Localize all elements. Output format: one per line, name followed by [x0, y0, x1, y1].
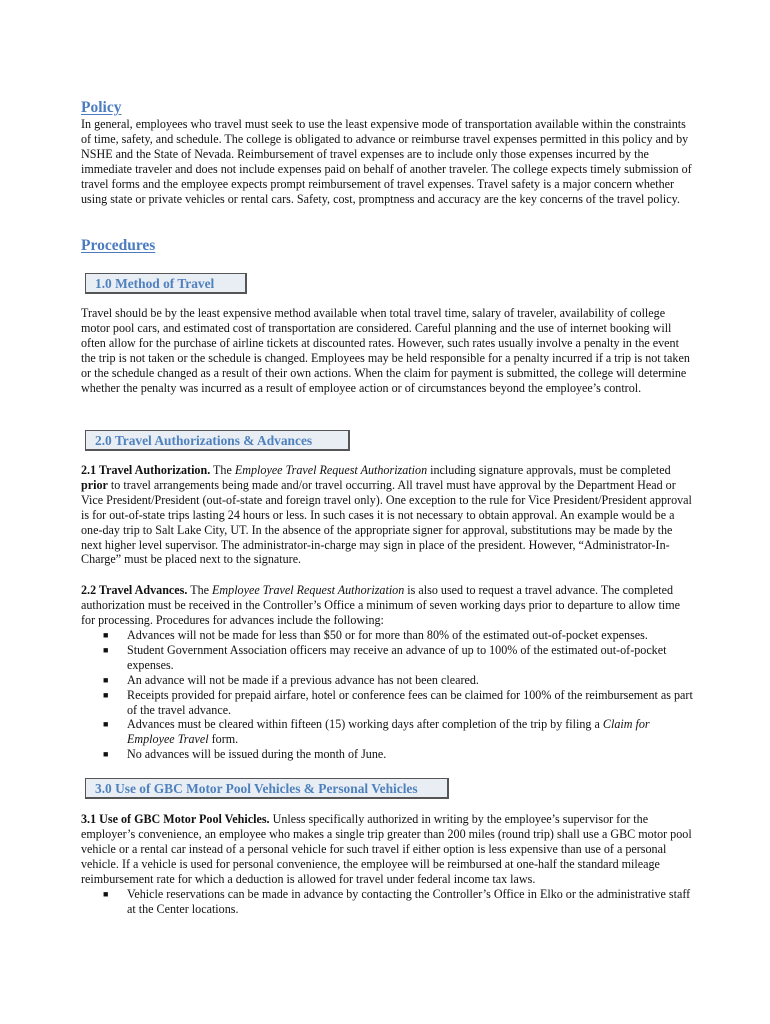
list-item — [81, 673, 693, 688]
bullet-icon: ■ — [103, 689, 109, 700]
policy-heading: Policy — [81, 99, 122, 116]
list-item-text: No advances will be issued during the month of June. — [127, 747, 387, 762]
section-3-heading: 3.0 Use of GBC Motor Pool Vehicles & Personal Vehicles — [85, 778, 449, 799]
text-run: The — [187, 583, 213, 597]
list-item-text: Advances will not be made for less than $50 or for more than 80% of the estimated out-of-pocket expenses. — [127, 628, 648, 642]
text-run: including signature approvals, must be completed — [427, 463, 671, 477]
list-item — [81, 747, 693, 762]
list-item — [81, 643, 693, 673]
section-1-heading: 1.0 Method of Travel — [85, 273, 247, 294]
list-item — [81, 628, 693, 643]
bullet-icon: ■ — [103, 719, 109, 730]
list-item-text: An advance will not be made if a previous advance has not been cleared. — [127, 672, 479, 687]
travel-authorization-paragraph — [81, 463, 693, 567]
list-item — [81, 688, 693, 718]
travel-advances-paragraph — [81, 583, 693, 628]
text-run: is also used to request a travel advance. The completed authorization must be received in the Controller’s Office a minimum of seven working days prior to departure to allow time for processing. Procedures for advances include the following: — [81, 583, 681, 627]
form-name: Employee Travel Request Authorization — [212, 583, 405, 597]
motor-pool-lead: 3.1 Use of GBC Motor Pool Vehicles. — [81, 812, 270, 826]
procedures-heading: Procedures — [81, 237, 156, 254]
form-name: Employee Travel Request Authorization — [234, 463, 428, 477]
list-item-text: form. — [208, 732, 239, 747]
policy-body: In general, employees who travel must seek to use the least expensive mode of transportation available within the constraints of time, safety, and schedule. The college is obligated to advance or reimburse travel expenses permitted in this policy and by NSHE and the State of Nevada. Reimbursement of travel expenses are to include only those expenses incurred by the immediate traveler and does not include expenses paid on behalf of another traveler. The college expects timely submission of travel forms and the employee expects prompt reimbursement of travel expenses. Travel safety is a major concern whether using state or private vehicles or rental cars. Safety, cost, promptness and accuracy are the key concerns of the travel policy. — [81, 117, 692, 206]
list-item — [81, 887, 693, 917]
form-name: Claim for Employee Travel — [127, 717, 650, 747]
list-item-text: Vehicle reservations can be made in advance by contacting the Controller’s Office in Elko or the administrative staff at the Center locations. — [127, 887, 691, 916]
bullet-icon: ■ — [103, 630, 109, 640]
list-item — [81, 717, 693, 747]
section-2-heading: 2.0 Travel Authorizations & Advances — [85, 430, 350, 451]
list-item-text: Receipts provided for prepaid airfare, hotel or conference fees can be claimed for 100% of the reimbursement as part of the travel advance. — [127, 687, 693, 717]
emphasis-prior: prior — [81, 477, 108, 492]
text-run: Unless specifically authorized in writing by the employee’s supervisor for the employer’s convenience, an employee who makes a single trip greater than 200 miles (round trip) shall use a GBC motor pool vehicle or a rental car instead of a personal vehicle for such travel if either option is less expensive than use of a personal vehicle. If a vehicle is used for personal convenience, the employee will be reimbursed at one-half the standard mileage reimbursement rate for which a deduction is allowed for travel under federal income tax laws. — [81, 812, 692, 886]
travel-advances-lead: 2.2 Travel Advances. — [81, 583, 188, 597]
advances-list — [81, 628, 693, 762]
travel-authorization-lead: 2.1 Travel Authorization. — [81, 463, 211, 477]
bullet-icon: ■ — [103, 674, 109, 685]
bullet-icon: ■ — [103, 889, 109, 899]
bullet-icon: ■ — [103, 644, 109, 655]
text-run: The — [210, 463, 235, 477]
text-run: to travel arrangements being made and/or travel occurring. All travel must have approval by the Department Head or Vice President/President (out-of-state and foreign travel only). One exception to the rule for Vice President/President approval is for out-of-state trips lasting 24 hours or less. In such cases it is not necessary to obtain approval. An example would be a one-day trip to Salt Lake City, UT. In the absence of the appropriate signer for approval, substitutions may be made by the next higher level supervisor. The administrator-in-charge may sign in place of the president. However, “Administrator-In-Charge” must be placed next to the signature. — [81, 477, 692, 567]
bullet-icon: ■ — [103, 749, 109, 760]
list-item-text: Student Government Association officers may receive an advance of up to 100% of the estimated out-of-pocket expenses. — [127, 642, 667, 672]
motor-pool-paragraph — [81, 812, 693, 887]
motor-pool-list — [81, 887, 693, 917]
list-item-text: Advances must be cleared within fifteen (15) working days after completion of the trip by filing a — [127, 717, 603, 732]
section-1-body: Travel should be by the least expensive method available when total travel time, salary of traveler, availability of college motor pool cars, and estimated cost of transportation are considered. Careful planning and the use of internet booking will often allow for the purchase of airline tickets at discounted rates. However, such rates usually involve a penalty in the event the trip is not taken or the schedule is changed. Employees may be held responsible for a penalty incurred if a trip is not taken or the schedule changed as a result of their own actions. When the claim for payment is submitted, the college will determine whether the penalty was incurred as a result of employee action or of circumstances beyond the employee’s control. — [81, 306, 690, 395]
